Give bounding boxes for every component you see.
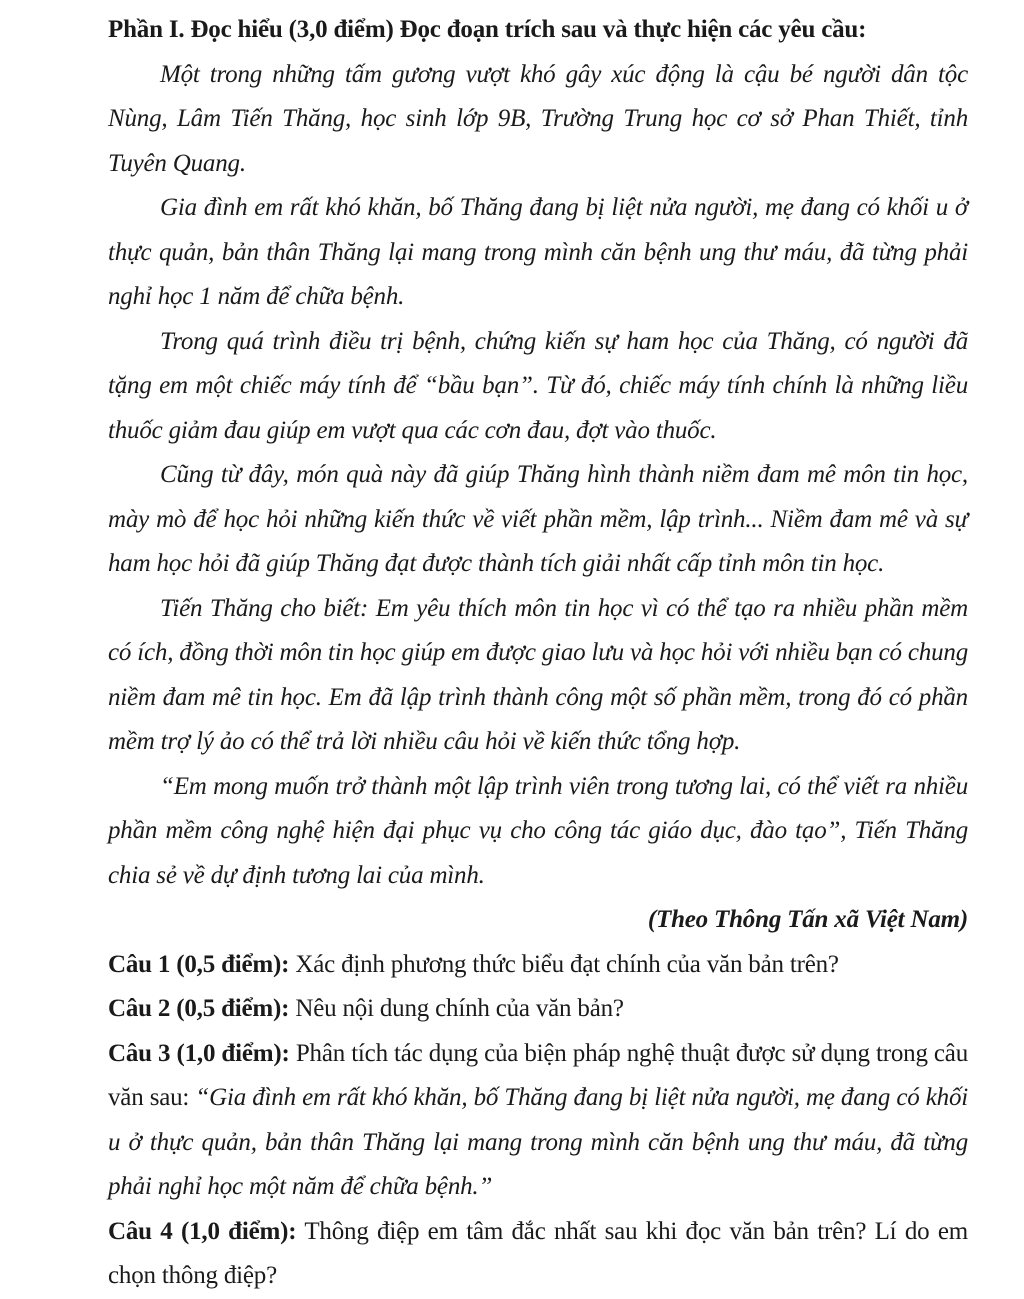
question-3-label: Câu 3 (1,0 điểm): <box>108 1039 290 1067</box>
question-2-label: Câu 2 (0,5 điểm): <box>108 995 290 1022</box>
passage-paragraph: Trong quá trình điều trị bệnh, chứng kiến sự ham học của Thăng, có người đã tặng em một chiếc máy tính để “bầu bạn”. Từ đó, chiếc máy tính chính là những liều thuốc giảm đau giúp em vượt qua các cơn đau, đợt vào thuốc. <box>108 327 968 444</box>
question-4 <box>108 1210 968 1299</box>
reading-passage <box>108 53 968 899</box>
question-1-text: Xác định phương thức biểu đạt chính của văn bản trên? <box>295 950 839 978</box>
passage-paragraph: Gia đình em rất khó khăn, bố Thăng đang bị liệt nửa người, mẹ đang có khối u ở thực quản, bản thân Thăng lại mang trong mình căn bệnh ung thư máu, đã từng phải nghỉ học 1 năm để chữa bệnh. <box>108 194 968 310</box>
exam-page <box>108 8 968 1299</box>
passage-paragraph: “Em mong muốn trở thành một lập trình viên trong tương lai, có thể viết ra nhiều phần mềm công nghệ hiện đại phục vụ cho công tác giáo dục, đào tạo”, Tiến Thăng chia sẻ về dự định tương lai của mình. <box>108 772 968 889</box>
question-2 <box>108 987 968 1032</box>
question-2-text: Nêu nội dung chính của văn bản? <box>295 995 624 1022</box>
question-3-text: Phân tích tác dụng của biện pháp nghệ thuật được sử dụng trong câu văn sau: <box>108 1039 968 1111</box>
question-1-label: Câu 1 (0,5 điểm): <box>108 950 290 978</box>
question-1 <box>108 943 968 988</box>
question-4-label: Câu 4 (1,0 điểm): <box>108 1217 297 1245</box>
question-3-quote: “Gia đình em rất khó khăn, bố Thăng đang bị liệt nửa người, mẹ đang có khối u ở thực quản, bản thân Thăng lại mang trong mình căn bệnh ung thư máu, đã từng phải nghỉ học một năm để chữa bệnh.” <box>108 1084 968 1200</box>
passage-paragraph: Tiến Thăng cho biết: Em yêu thích môn tin học vì có thể tạo ra nhiều phần mềm có ích, đồng thời môn tin học giúp em được giao lưu và học hỏi với nhiều bạn có chung niềm đam mê tin học. Em đã lập trình thành công một số phần mềm, trong đó có phần mềm trợ lý ảo có thể trả lời nhiều câu hỏi về kiến thức tổng hợp. <box>108 594 968 755</box>
passage-paragraph: Một trong những tấm gương vượt khó gây xúc động là cậu bé người dân tộc Nùng, Lâm Tiến Thăng, học sinh lớp 9B, Trường Trung học cơ sở Phan Thiết, tỉnh Tuyên Quang. <box>108 60 968 177</box>
passage-paragraph: Cũng từ đây, món quà này đã giúp Thăng hình thành niềm đam mê môn tin học, mày mò để học hỏi những kiến thức về viết phần mềm, lập trình... Niềm đam mê và sự ham học hỏi đã giúp Thăng đạt được thành tích giải nhất cấp tỉnh môn tin học. <box>108 461 968 577</box>
question-4-text: Thông điệp em tâm đắc nhất sau khi đọc văn bản trên? Lí do em chọn thông điệp? <box>108 1217 968 1289</box>
section-heading: Phần I. Đọc hiểu (3,0 điểm) Đọc đoạn trích sau và thực hiện các yêu cầu: <box>108 16 867 43</box>
question-3 <box>108 1032 968 1210</box>
passage-source: (Theo Thông Tấn xã Việt Nam) <box>647 906 968 933</box>
